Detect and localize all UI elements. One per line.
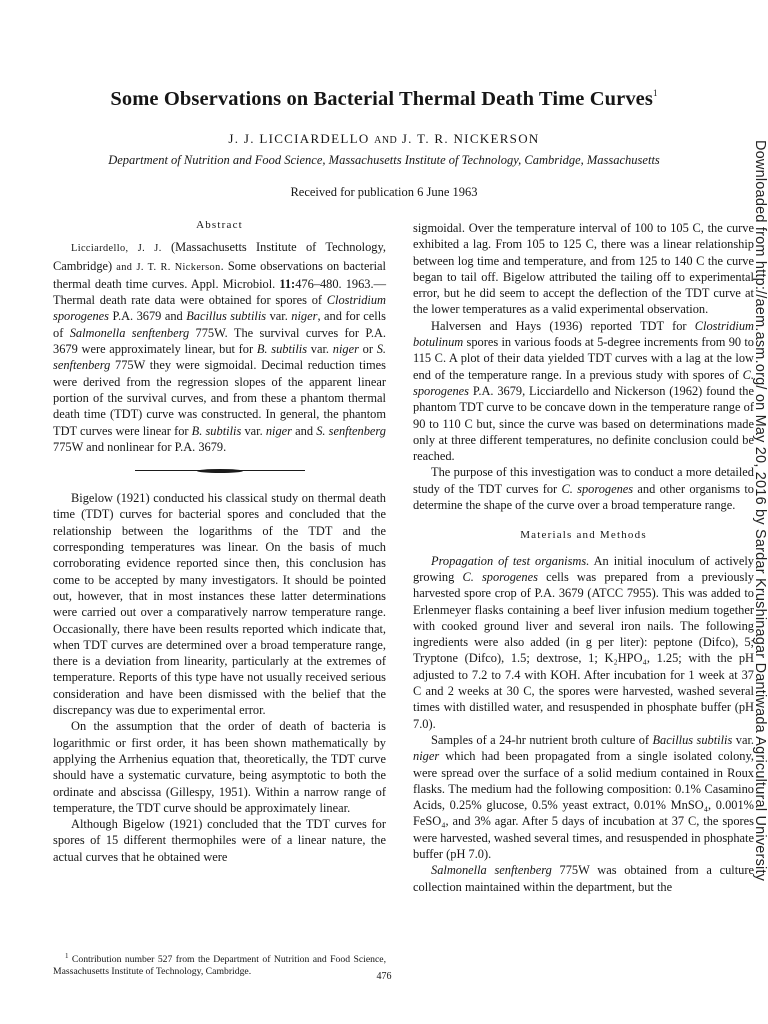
paragraph-text: var. [732,732,754,747]
organism-name: niger [413,749,440,764]
organism-name: B. subtilis [256,342,308,357]
organism-name: B. subtilis [191,423,242,438]
abstract-text: P.A. 3679 and [108,309,187,324]
abstract-text: and [116,261,133,273]
footnote-mark: 1 [65,952,69,960]
organism-name: C. sporogenes [413,367,754,398]
abstract-heading: Abstract [196,219,243,231]
abstract-text: 775W. The survival curves for P.A. 3679 were approximately linear, but for [53,325,386,357]
paragraph-text: and other organisms to determine the shape of the curve over a broad temperature range. [413,481,754,513]
article-title [0,88,768,111]
methods-paragraph-3 [413,862,754,895]
abstract-volume: 11: [279,276,296,291]
left-column [53,217,386,865]
abstract-text: var. [241,423,266,438]
organism-name: S. senftenberg [316,423,386,438]
author-conjunction: AND [374,135,398,146]
download-watermark [750,140,768,980]
organism-name: niger [332,342,359,357]
right-column [413,220,754,895]
abstract-text: 775W and nonlinear for P.A. 3679. [53,439,227,454]
author-line [0,131,768,147]
organism-name: Salmonella senftenberg [431,863,552,878]
abstract-text: and [292,423,317,438]
abstract-paragraph [53,239,386,455]
footnote-text: Contribution number 527 from the Department of Nutrition and Food Science, Massachusetts Institute of Technology, Cambridge. [53,954,386,978]
paragraph-text: An initial inoculum of actively growing [413,553,754,584]
abstract-text: var. [266,309,292,324]
paragraph-text: The purpose of this investigation was to conduct a more detailed study of the TDT curves for [413,465,754,496]
abstract-text: or [358,342,377,357]
organism-name: Bacillus subtilis [652,732,733,747]
paragraph-text: cells was prepared from a previously harvested spore crop of P.A. 3679 (ATCC 7955). This was added to Erlenmeyer flasks containing a beef liver infusion medium together with cooked ground liver and several iron nails. The following ingredients were also added (in g per liter): peptone (Difco), 5; Tryptone (Difco), 1.5; dextrose, 1; K₂HPO₄, 1.25; with the pH adjusted to 7.2 to 7.4 with KOH. After incubation for 1 week at 37 C and 2 weeks at 30 C, the spores were harvested, washed several times with distilled water, and resuspended in phosphate buffer (pH 7.0). [413,569,754,731]
abstract-author-1: Licciardello, J. J. [71,243,162,255]
organism-name: Clostridium sporogenes [53,293,386,324]
organism-name: S. senftenberg [53,342,386,373]
organism-name: niger [265,423,292,438]
paragraph-text: spores in various foods at 5-degree increments from 90 to 115 C. A plot of their data yielded TDT curves with a lag at the low end of the temperature range. In a previous study with spores of [413,335,754,382]
intro-paragraph-6 [413,464,754,513]
abstract-text: (Massachusetts Institute of Technology, Cambridge) [53,240,386,273]
organism-name: Salmonella senftenberg [69,325,190,340]
intro-paragraph-1: Bigelow (1921) conducted his classical study on thermal death time (TDT) curves for bacterial spores and concluded that the relationship between the logarithms of the TDT and the corresponding temperatures was linear. On the basis of much corroborating evidence reported since then, this conclusion has come to be accepted by many investigators. It should be pointed out, however, that in most instances these latter determinations were carried out over a comparatively narrow temperature range. Occasionally, there have been results reported which indicate that, when TDT curves are determined over a broad temperature range, there is a deviation from linearity, particularly at the extremes of temperature. Reports of this type have not usually received serious consideration and have been dismissed with the belief that the discrepancy was due to experimental error. [53,491,386,718]
paragraph-text: Samples of a 24-hr nutrient broth culture of [431,732,653,747]
organism-name: niger [291,309,318,324]
abstract-text: var. [307,342,333,357]
author-1: J. J. LICCIARDELLO [228,131,370,146]
methods-heading: Materials and Methods [520,529,647,542]
methods-paragraph-1 [413,553,754,732]
intro-paragraph-2: On the assumption that the order of death of bacteria is logarithmic or first order, it has been shown mathematically by applying the Arrhenius equation that, theoretically, the TDT curve should have a systematic curvature, being asymptotic to both the ordinate and abscissa (Gillespy, 1951). Within a narrow range of temperature, the TDT curve should be approximately linear. [53,719,386,815]
paragraph-text: which had been propagated from a single isolated colony, were spread over the surface of a solid medium contained in Roux flasks. The medium had the following composition: 0.1% Casamino Acids, 0.25% glucose, 0.5% yeast extract, 0.01% MnSO₄, 0.001% FeSO₄, and 3% agar. After 5 days of incubation at 37 C, the spores were harvested, washed several times, and resuspended in phosphate buffer (pH 7.0). [413,749,754,861]
page-number: 476 [376,971,392,982]
abstract-text: . Some observations on bacterial thermal death time curves. Appl. Microbiol. [53,258,386,291]
paragraph-text: P.A. 3679, Licciardello and Nickerson (1962) found the phantom TDT curve to be concave down in the temperature range of 90 to 110 C but, since the curve was based on determinations made only at three different temperatures, no definite conclusion could be reached. [413,383,754,464]
affiliation: Department of Nutrition and Food Science, Massachusetts Institute of Technology, Cambridge, Massachusetts [108,153,660,167]
intro-paragraph-3: Although Bigelow (1921) concluded that the TDT curves for spores of 15 different thermophiles were of a linear nature, the actual curves that he obtained were [53,817,386,864]
watermark-text: Downloaded from http://aem.asm.org/ on May 20, 2016 by Sardar Krushinagar Dantiwada Agricultural University [752,140,768,882]
methods-subheading: Propagation of test organisms. [431,553,590,568]
organism-name: C. sporogenes [462,569,538,584]
intro-paragraph-5 [413,318,754,465]
methods-paragraph-2 [413,732,754,862]
organism-name: C. sporogenes [561,481,634,496]
abstract-text: , and for cells of [53,309,386,340]
received-date: Received for publication 6 June 1963 [290,185,478,199]
article-title-text: Some Observations on Bacterial Thermal Death Time Curves [110,88,653,110]
section-divider [135,469,305,473]
abstract-text: 775W they were sigmoidal. Decimal reduction times were derived from the regression slopes of the apparent linear portion of the survival curves, and from these a phantom thermal death time (TDT) curve was constructed. In general, the phantom TDT curves were linear for [53,358,386,438]
abstract-author-2: J. T. R. Nickerson [136,261,221,273]
paragraph-text: Halversen and Hays (1936) reported TDT for [431,318,695,333]
organism-name: Bacillus subtilis [186,309,267,324]
organism-name: Clostridium botulinum [413,318,754,350]
intro-paragraph-4: sigmoidal. Over the temperature interval of 100 to 105 C, the curve exhibited a lag. From 105 to 125 C, there was a linear relationship between log time and temperature, and from 125 to 140 C the curve began to tail off. Bigelow attributed the tailing off to experimental error, but he did seem to accept the deflection of the TDT curve at the lower temperatures as a valid experimental observation. [413,221,754,317]
title-footnote-mark: 1 [652,88,658,98]
paragraph-text: 775W was obtained from a culture collection maintained within the department, but the [413,863,754,894]
author-2: J. T. R. NICKERSON [401,131,540,146]
abstract-text: 476–480. 1963.—Thermal death rate data were obtained for spores of [53,276,386,308]
